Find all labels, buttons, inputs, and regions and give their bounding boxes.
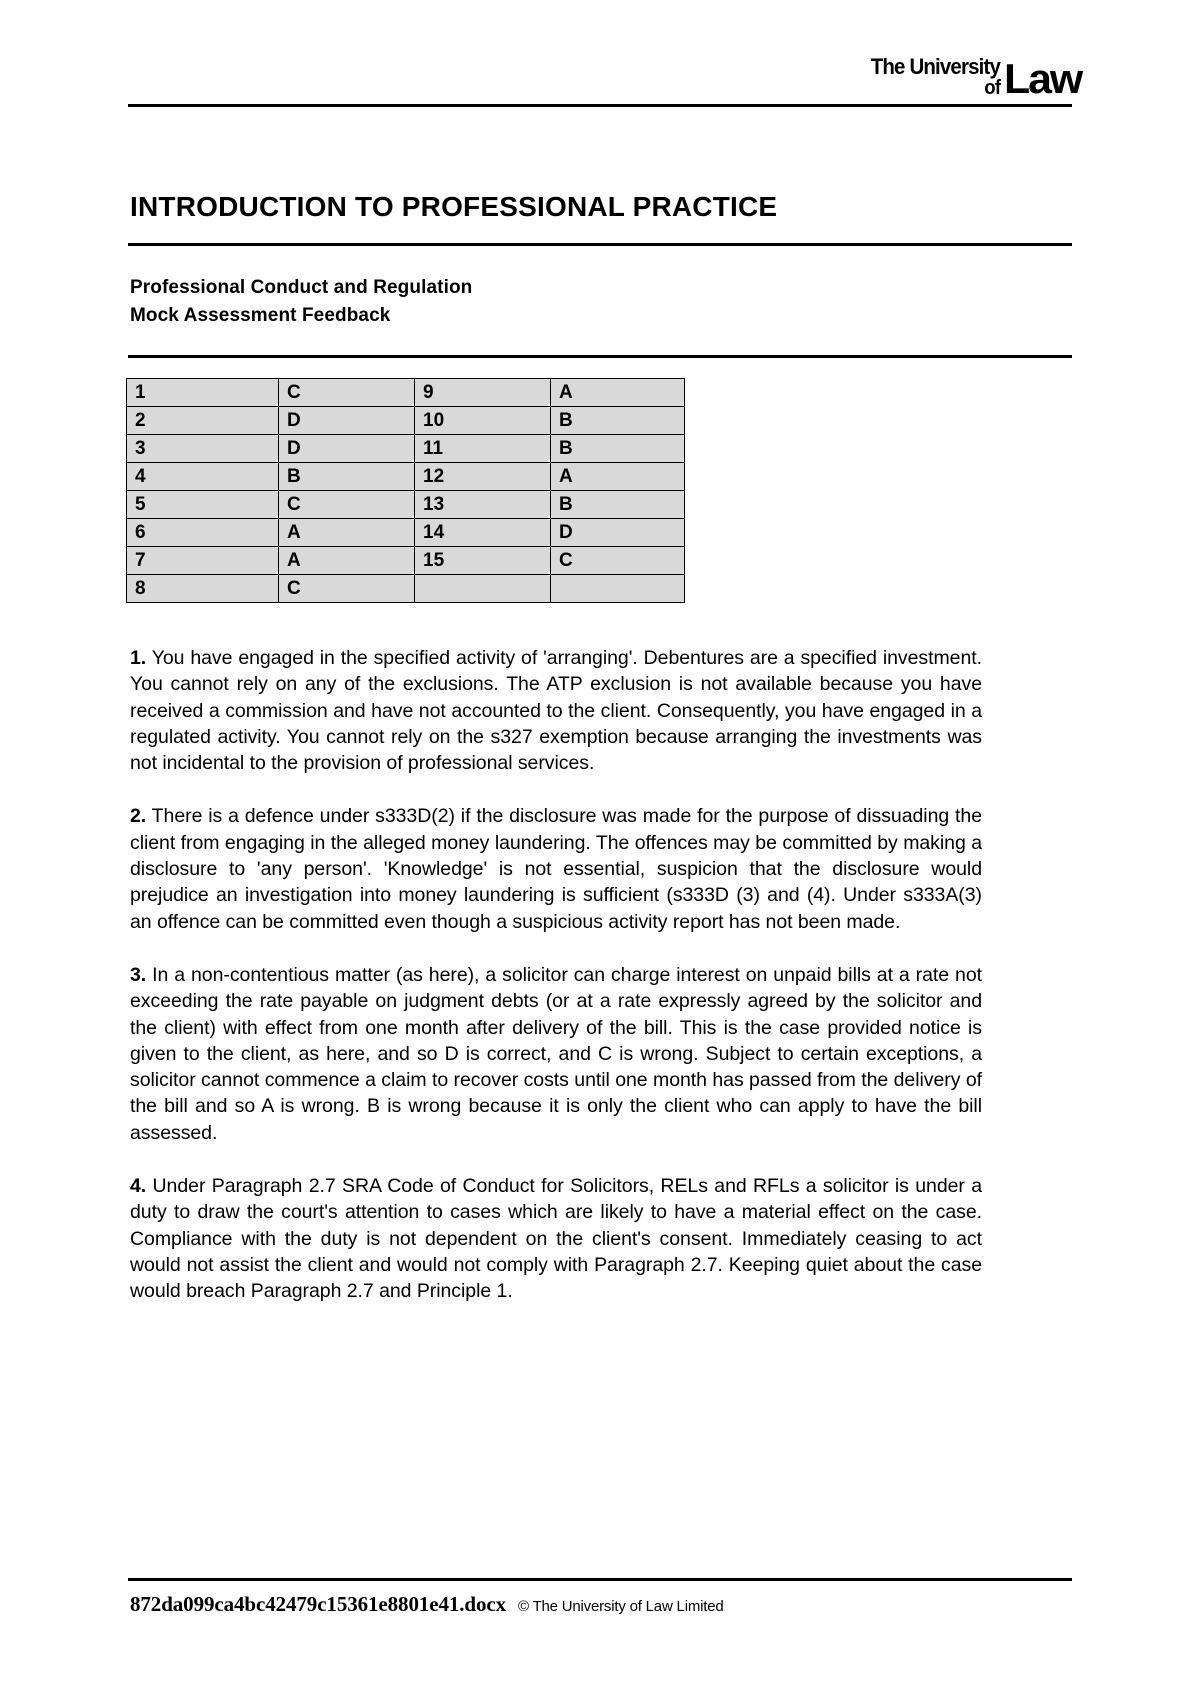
header-divider [128, 104, 1072, 107]
logo-the-university-text: The University [871, 54, 1001, 79]
question-number: 6 [127, 519, 279, 547]
question-number: 13 [415, 491, 551, 519]
feedback-item-number: 1. [130, 647, 147, 669]
logo-law-text: Law [1004, 55, 1082, 102]
question-number: 3 [127, 435, 279, 463]
answer-letter: B [279, 463, 415, 491]
feedback-item-text: Under Paragraph 2.7 SRA Code of Conduct for Solicitors, RELs and RFLs a solicitor is under a duty to draw the court's attention to cases which are likely to have a material effect on the case. Compliance with the duty is not dependent on the client's consent. Immediately ceasing to act would not assist the client and would not comply with Paragraph 2.7. Keeping quiet about the case would breach Paragraph 2.7 and Principle 1. [130, 1175, 982, 1303]
answer-letter [551, 575, 685, 603]
question-number: 14 [415, 519, 551, 547]
university-of-law-logo [861, 36, 1082, 102]
page-footer [130, 1592, 724, 1617]
subtitle-divider [128, 355, 1072, 358]
question-number: 4 [127, 463, 279, 491]
logo-wordmark-small [861, 56, 1000, 98]
table-row [127, 491, 685, 519]
answer-letter: A [551, 463, 685, 491]
answer-letter: D [279, 407, 415, 435]
answer-letter: D [551, 519, 685, 547]
feedback-item-text: In a non-contentious matter (as here), a solicitor can charge interest on unpaid bills at a rate not exceeding the rate payable on judgment debts (or at a rate expressly agreed by the solicitor and the client) with effect from one month after delivery of the bill. This is the case provided notice is given to the client, as here, and so D is correct, and C is wrong. Subject to certain exceptions, a solicitor cannot commence a claim to recover costs until one month has passed from the delivery of the bill and so A is wrong. B is wrong because it is only the client who can apply to have the bill assessed. [130, 963, 982, 1144]
answer-letter: C [279, 379, 415, 407]
question-number: 12 [415, 463, 551, 491]
logo-of-text: of [984, 77, 1001, 99]
feedback-item-3 [130, 962, 982, 1146]
table-row [127, 547, 685, 575]
table-row [127, 575, 685, 603]
question-number: 2 [127, 407, 279, 435]
answer-letter: B [551, 491, 685, 519]
subtitle-line-module: Professional Conduct and Regulation [130, 277, 473, 298]
feedback-item-number: 4. [130, 1175, 147, 1198]
answer-key-body [127, 379, 685, 603]
page-title: INTRODUCTION TO PROFESSIONAL PRACTICE [130, 190, 778, 222]
document-subtitle [130, 274, 472, 330]
question-number: 11 [415, 435, 551, 463]
feedback-item-number: 3. [130, 963, 147, 986]
answer-letter: A [279, 519, 415, 547]
question-number: 7 [127, 547, 279, 575]
footer-filename: 872da099ca4bc42479c15361e8801e41.docx [130, 1592, 507, 1616]
footer-copyright: © The University of Law Limited [518, 1598, 724, 1615]
feedback-item-text: You have engaged in the specified activity of 'arranging'. Debentures are a specified investment. You cannot rely on any of the exclusions. The ATP exclusion is not available because you have received a commission and have not accounted to the client. Consequently, you have engaged in a regulated activity. You cannot rely on the s327 exemption because arranging the investments was not incidental to the provision of professional services. [130, 647, 982, 775]
question-number: 5 [127, 491, 279, 519]
feedback-item-text: There is a defence under s333D(2) if the disclosure was made for the purpose of dissuading the client from engaging in the alleged money laundering. The offences may be committed by making a disclosure to 'any person'. 'Knowledge' is not essential, suspicion that the disclosure would prejudice an investigation into money laundering is sufficient (s333D (3) and (4). Under s333A(3) an offence can be committed even though a suspicious activity report has not been made. [130, 805, 982, 933]
table-row [127, 407, 685, 435]
answer-letter: C [551, 547, 685, 575]
table-row [127, 379, 685, 407]
answer-letter: C [279, 575, 415, 603]
question-number [415, 575, 551, 603]
question-number: 9 [415, 379, 551, 407]
answer-letter: A [279, 547, 415, 575]
answer-letter: B [551, 435, 685, 463]
question-number: 15 [415, 547, 551, 575]
answer-letter: C [279, 491, 415, 519]
feedback-section [130, 645, 982, 1305]
footer-divider [128, 1578, 1072, 1581]
question-number: 10 [415, 407, 551, 435]
question-number: 8 [127, 575, 279, 603]
title-divider [128, 243, 1072, 246]
answer-letter: D [279, 435, 415, 463]
answer-letter: A [551, 379, 685, 407]
feedback-item-1 [130, 645, 982, 776]
table-row [127, 519, 685, 547]
table-row [127, 435, 685, 463]
subtitle-line-assessment: Mock Assessment Feedback [130, 305, 391, 326]
question-number: 1 [127, 379, 279, 407]
table-row [127, 463, 685, 491]
feedback-item-4 [130, 1173, 982, 1304]
feedback-item-2 [130, 803, 982, 934]
feedback-item-number: 2. [130, 805, 147, 828]
answer-letter: B [551, 407, 685, 435]
answer-key-table [126, 378, 685, 603]
logo-lockup [861, 54, 1082, 102]
